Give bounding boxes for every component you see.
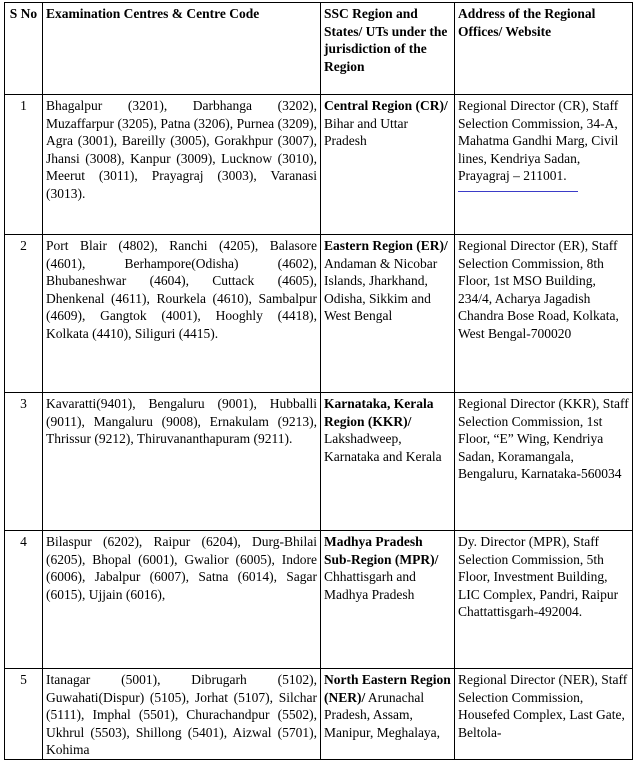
row-address <box>455 669 633 760</box>
address-text: Regional Director (CR), Staff Selection Commission, 34-A, Mahatma Gandhi Marg, Civil lines, Kendriya Sadan, Prayagraj – 211001. <box>458 98 619 184</box>
region-name: North Eastern Region (NER)/ <box>324 672 451 705</box>
row-sno: 2 <box>5 235 43 393</box>
table-row <box>5 235 633 393</box>
header-row <box>5 3 633 95</box>
header-sno: S No <box>5 3 43 95</box>
region-states: Chhattisgarh and Madhya Pradesh <box>324 569 416 602</box>
row-centres: Bhagalpur (3201), Darbhanga (3202), Muzaffarpur (3205), Patna (3206), Purnea (3209), Agra (3001), Bareilly (3005), Gorakhpur (3007), Jhansi (3008), Kanpur (3009), Lucknow (3010), Meerut (3011), Prayagraj (3003), Varanasi (3013). <box>43 95 321 235</box>
region-states: Arunachal Pradesh, Assam, Manipur, Meghalaya, <box>324 689 441 740</box>
row-centres: Kavaratti(9401), Bengaluru (9001), Hubballi (9011), Mangaluru (9008), Ernakulam (9213), Thrissur (9212), Thiruvananthapuram (9211). <box>43 393 321 531</box>
address-text: Regional Director (KKR), Staff Selection Commission, 1st Floor, “E” Wing, Kendriya Sadan, Koramangala, Bengaluru, Karnataka-560034 <box>458 396 629 482</box>
address-text: Dy. Director (MPR), Staff Selection Commission, 5th Floor, Investment Building, LIC Complex, Pandri, Raipur Chattattisgarh-492004. <box>458 534 619 620</box>
row-address <box>455 235 633 393</box>
row-centres: Itanagar (5001), Dibrugarh (5102), Guwahati(Dispur) (5105), Jorhat (5107), Silchar (5111), Imphal (5501), Churachandpur (5502), Ukhrul (5503), Shillong (5401), Aizwal (5701), Kohima <box>43 669 321 760</box>
header-address: Address of the Regional Offices/ Website <box>455 3 633 95</box>
table-row <box>5 669 633 760</box>
region-states: Andaman & Nicobar Islands, Jharkhand, Odisha, Sikkim and West Bengal <box>324 255 438 324</box>
row-region <box>321 393 455 531</box>
address-text: Regional Director (ER), Staff Selection Commission, 8th Floor, 1st MSO Building, 234/4, Acharya Jagadish Chandra Bose Road, Kolkata, West Bengal-700020 <box>458 238 619 341</box>
table-row <box>5 95 633 235</box>
region-name: Central Region (CR)/ <box>324 98 448 113</box>
row-region <box>321 95 455 235</box>
row-region <box>321 669 455 760</box>
row-sno: 3 <box>5 393 43 531</box>
region-states: Lakshadweep, Karnataka and Kerala <box>324 431 442 464</box>
row-centres: Bilaspur (6202), Raipur (6204), Durg-Bhilai (6205), Bhopal (6001), Gwalior (6005), Indore (6006), Jabalpur (6007), Satna (6014), Sagar (6015), Ujjain (6016), <box>43 531 321 669</box>
table-row <box>5 393 633 531</box>
row-address <box>455 95 633 235</box>
header-centres: Examination Centres & Centre Code <box>43 3 321 95</box>
row-region <box>321 531 455 669</box>
row-address <box>455 393 633 531</box>
region-name: Karnataka, Kerala Region (KKR)/ <box>324 396 434 429</box>
region-name: Madhya Pradesh Sub-Region (MPR)/ <box>324 534 439 567</box>
row-address <box>455 531 633 669</box>
row-sno: 1 <box>5 95 43 235</box>
region-name: Eastern Region (ER)/ <box>324 238 448 253</box>
row-sno: 5 <box>5 669 43 760</box>
regional-centres-table <box>4 2 633 760</box>
address-text: Regional Director (NER), Staff Selection Commission, Housefed Complex, Last Gate, Beltola- <box>458 672 628 740</box>
region-states: Bihar and Uttar Pradesh <box>324 115 408 149</box>
header-region: SSC Region and States/ UTs under the jurisdiction of the Region <box>321 3 455 95</box>
row-sno: 4 <box>5 531 43 669</box>
website-underline <box>458 191 578 192</box>
table-row <box>5 531 633 669</box>
row-region <box>321 235 455 393</box>
row-centres: Port Blair (4802), Ranchi (4205), Balasore (4601), Berhampore(Odisha) (4602), Bhubaneshwar (4604), Cuttack (4605), Dhenkenal (4611), Rourkela (4610), Sambalpur (4609), Gangtok (4001), Hooghly (4418), Kolkata (4410), Siliguri (4415). <box>43 235 321 393</box>
